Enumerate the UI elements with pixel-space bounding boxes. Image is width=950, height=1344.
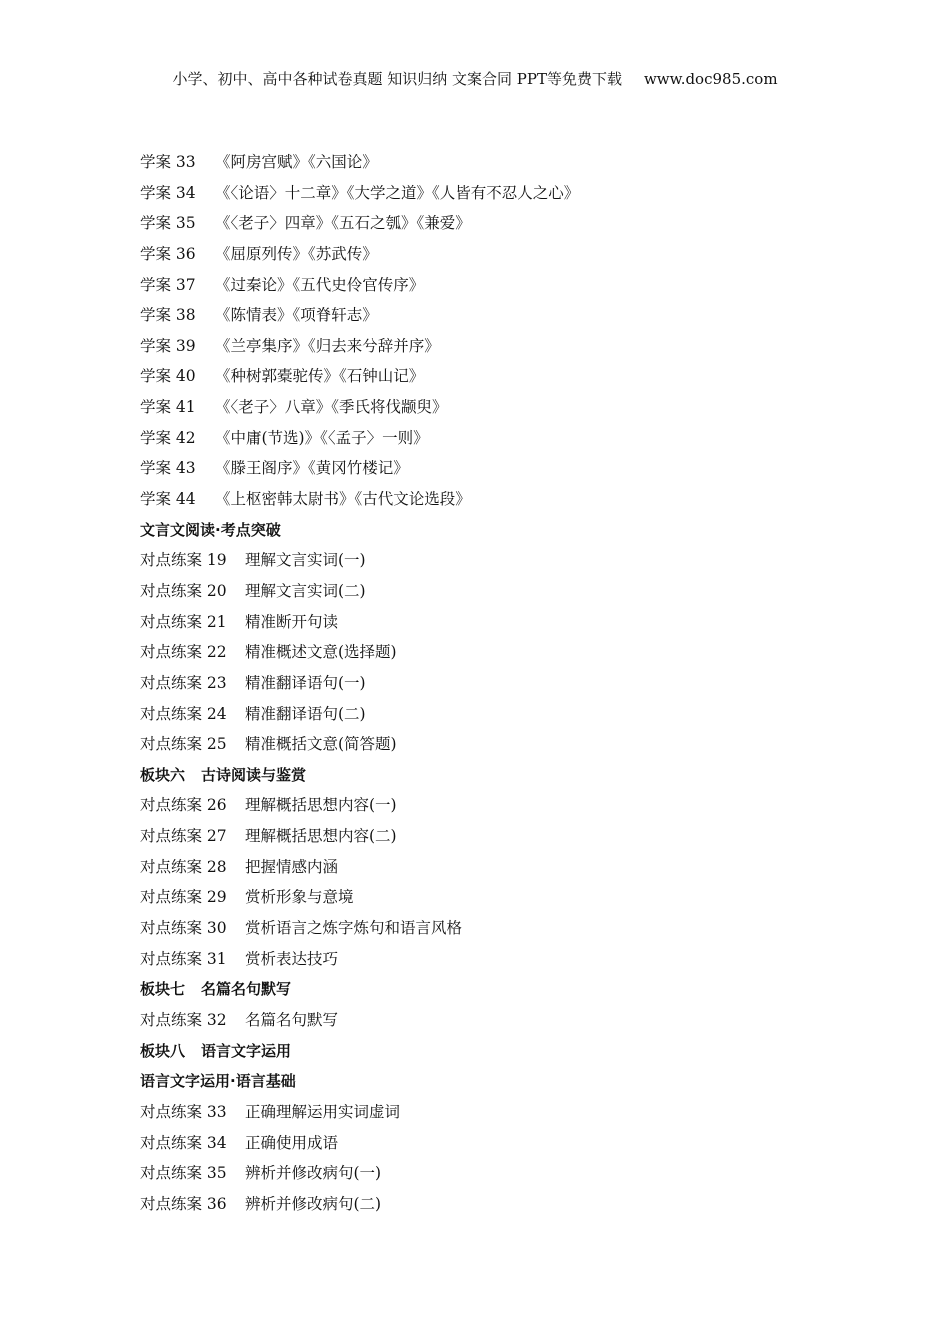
entry-code: 对点练案 29 [140, 888, 227, 907]
entry-title: 理解概括思想内容(二) [245, 827, 397, 846]
entry-title: 理解概括思想内容(一) [245, 796, 397, 815]
entry-title: 《〈老子〉八章》《季氏将伐颛臾》 [215, 398, 448, 417]
section-title: 语言文字运用 [201, 1041, 292, 1060]
entry-title: 《〈老子〉四章》《五石之瓠》《兼爱》 [215, 214, 471, 233]
entry-title: 精准翻译语句(二) [245, 704, 366, 723]
section-heading [140, 1066, 840, 1097]
toc-entry [140, 545, 840, 576]
entry-title: 《过秦论》《五代史伶官传序》 [215, 275, 425, 294]
entry-code: 学案 44 [140, 490, 196, 509]
toc-entry [140, 1158, 840, 1189]
toc-entry [140, 944, 840, 975]
entry-code: 对点练案 23 [140, 673, 227, 692]
entry-title: 理解文言实词(二) [245, 581, 366, 600]
entry-title: 《上枢密韩太尉书》《古代文论选段》 [215, 490, 471, 509]
toc-entry [140, 729, 840, 760]
page-header [0, 68, 950, 90]
toc-entry [140, 668, 840, 699]
toc-entry [140, 1005, 840, 1036]
toc-entry [140, 1189, 840, 1220]
table-of-contents [140, 147, 840, 1219]
section-title: 名篇名句默写 [201, 980, 292, 999]
entry-title: 精准概述文意(选择题) [245, 643, 397, 662]
section-heading [140, 760, 840, 791]
entry-code: 学案 40 [140, 367, 196, 386]
toc-entry [140, 392, 840, 423]
entry-code: 学案 37 [140, 275, 196, 294]
section-heading [140, 515, 840, 546]
entry-code: 学案 38 [140, 306, 196, 325]
toc-entry [140, 821, 840, 852]
toc-entry [140, 147, 840, 178]
section-label: 板块六 [140, 765, 186, 784]
toc-entry [140, 484, 840, 515]
entry-code: 对点练案 31 [140, 949, 227, 968]
entry-code: 对点练案 26 [140, 796, 227, 815]
toc-entry [140, 699, 840, 730]
entry-code: 学案 43 [140, 459, 196, 478]
toc-entry [140, 852, 840, 883]
entry-title: 《中庸(节选)》《〈孟子〉一则》 [215, 428, 429, 447]
toc-entry [140, 178, 840, 209]
entry-code: 学案 39 [140, 336, 196, 355]
entry-title: 正确使用成语 [245, 1133, 339, 1152]
toc-entry [140, 300, 840, 331]
entry-code: 对点练案 20 [140, 581, 227, 600]
entry-title: 《兰亭集序》《归去来兮辞并序》 [215, 336, 440, 355]
entry-title: 《〈论语〉十二章》《大学之道》《人皆有不忍人之心》 [215, 183, 580, 202]
entry-code: 对点练案 22 [140, 643, 227, 662]
entry-title: 理解文言实词(一) [245, 551, 366, 570]
entry-title: 辨析并修改病句(二) [245, 1194, 382, 1213]
entry-code: 学案 35 [140, 214, 196, 233]
entry-code: 对点练案 34 [140, 1133, 227, 1152]
section-title: 古诗阅读与鉴赏 [201, 765, 307, 784]
entry-code: 对点练案 27 [140, 827, 227, 846]
section-label: 文言文阅读·考点突破 [140, 520, 281, 539]
entry-title: 精准断开句读 [245, 612, 339, 631]
entry-code: 学案 41 [140, 398, 196, 417]
entry-code: 对点练案 36 [140, 1194, 227, 1213]
entry-code: 对点练案 28 [140, 857, 227, 876]
entry-title: 赏析语言之炼字炼句和语言风格 [245, 919, 463, 938]
entry-title: 正确理解运用实词虚词 [245, 1102, 401, 1121]
entry-code: 学案 34 [140, 183, 196, 202]
entry-title: 辨析并修改病句(一) [245, 1164, 382, 1183]
toc-entry [140, 607, 840, 638]
section-heading [140, 1036, 840, 1067]
toc-entry [140, 331, 840, 362]
entry-code: 对点练案 32 [140, 1010, 227, 1029]
toc-entry [140, 1128, 840, 1159]
toc-entry [140, 361, 840, 392]
entry-code: 对点练案 30 [140, 919, 227, 938]
entry-title: 精准概括文意(简答题) [245, 735, 397, 754]
toc-entry [140, 882, 840, 913]
entry-code: 对点练案 25 [140, 735, 227, 754]
entry-title: 《陈情表》《项脊轩志》 [215, 306, 378, 325]
entry-title: 《屈原列传》《苏武传》 [215, 244, 378, 263]
toc-entry [140, 239, 840, 270]
entry-title: 赏析形象与意境 [245, 888, 354, 907]
toc-entry [140, 423, 840, 454]
entry-title: 《滕王阁序》《黄冈竹楼记》 [215, 459, 409, 478]
entry-code: 对点练案 35 [140, 1164, 227, 1183]
toc-entry [140, 637, 840, 668]
toc-entry [140, 1097, 840, 1128]
toc-entry [140, 790, 840, 821]
entry-code: 学案 33 [140, 153, 196, 171]
header-text: 小学、初中、高中各种试卷真题 知识归纳 文案合同 PPT等免费下载 [172, 70, 622, 88]
entry-title: 《阿房宫赋》《六国论》 [215, 153, 378, 171]
entry-code: 学案 36 [140, 244, 196, 263]
section-label: 语言文字运用·语言基础 [140, 1072, 296, 1091]
entry-title: 把握情感内涵 [245, 857, 339, 876]
entry-title: 名篇名句默写 [245, 1010, 339, 1029]
section-heading [140, 974, 840, 1005]
toc-entry [140, 208, 840, 239]
entry-code: 对点练案 21 [140, 612, 227, 631]
entry-title: 精准翻译语句(一) [245, 673, 366, 692]
entry-title: 赏析表达技巧 [245, 949, 339, 968]
toc-entry [140, 913, 840, 944]
entry-code: 对点练案 33 [140, 1102, 227, 1121]
toc-entry [140, 270, 840, 301]
section-label: 板块七 [140, 980, 186, 999]
entry-code: 对点练案 19 [140, 551, 227, 570]
section-label: 板块八 [140, 1041, 186, 1060]
header-site: www.doc985.com [643, 70, 778, 88]
entry-code: 对点练案 24 [140, 704, 227, 723]
entry-code: 学案 42 [140, 428, 196, 447]
toc-entry [140, 576, 840, 607]
toc-entry [140, 453, 840, 484]
entry-title: 《种树郭橐驼传》《石钟山记》 [215, 367, 425, 386]
